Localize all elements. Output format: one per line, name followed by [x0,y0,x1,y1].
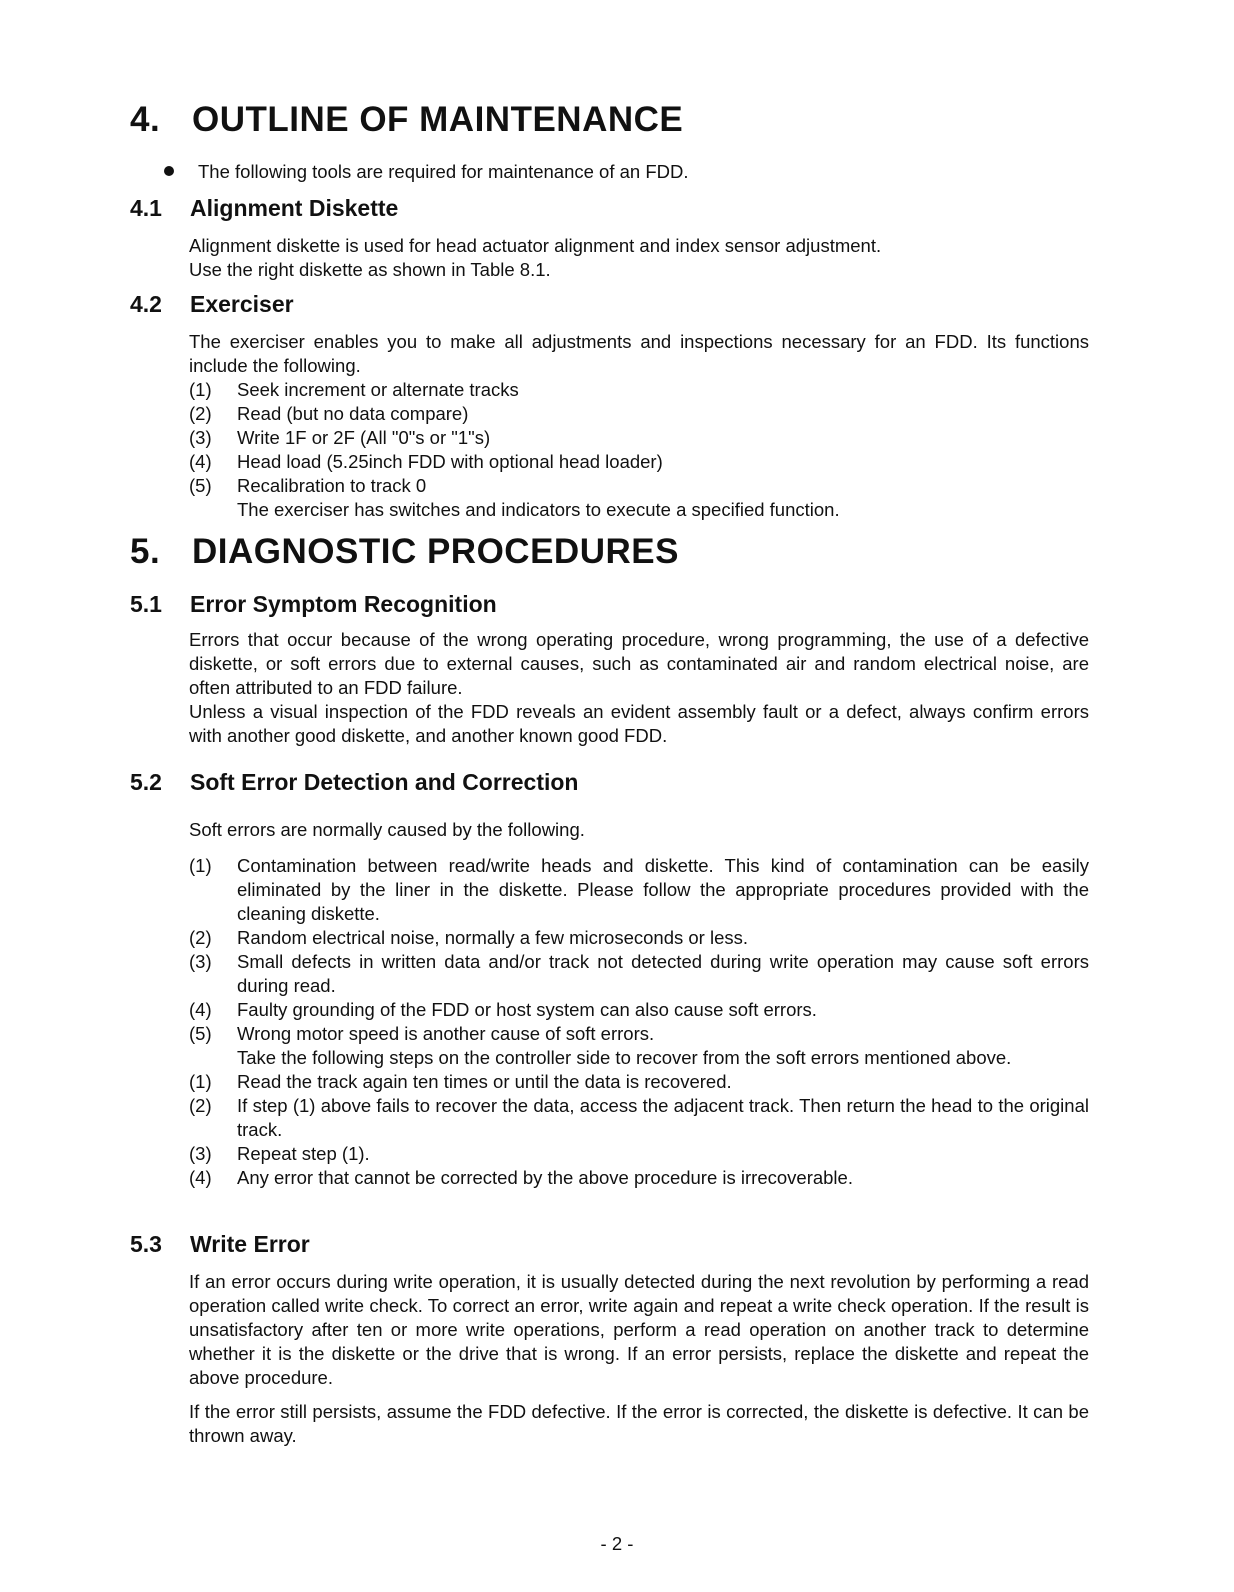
list-closing [189,498,1089,522]
list-number: (2) [189,403,212,424]
list-item [189,1142,1089,1166]
subsection-5-3-heading [130,1230,730,1258]
list-text: Any error that cannot be corrected by the above procedure is irrecoverable. [237,1167,853,1188]
list-item [189,998,1089,1022]
bullet-item [164,159,689,185]
list-number: (4) [189,1167,212,1188]
section-number: 5. [130,532,161,571]
list-item [189,474,1089,498]
list-number: (4) [189,451,212,472]
list-text: Wrong motor speed is another cause of soft errors. [237,1023,655,1044]
cause-list [189,854,1089,1190]
list-text: Seek increment or alternate tracks [237,379,519,400]
subsection-title: Alignment Diskette [190,195,399,221]
list-item [189,1022,1089,1046]
paragraph-line: Alignment diskette is used for head actuator alignment and index sensor adjustment. [189,235,882,256]
section-number: 4. [130,100,161,139]
list-item [189,1094,1089,1142]
list-item [189,1166,1089,1190]
list-text: The exerciser has switches and indicators to execute a specified function. [237,499,840,520]
subsection-title: Exerciser [190,291,294,317]
section-4-heading [130,100,1030,140]
list-number: (2) [189,1095,212,1116]
list-number: (1) [189,379,212,400]
list-item [189,926,1089,950]
paragraph: If an error occurs during write operation, it is usually detected during the next revolution by performing a read operation called write check. To correct an error, write again and repeat a write check operation. If the result is unsatisfactory after ten or more write operations, perform a read operation on another track to determine whether it is the diskette or the drive that is wrong. If an error persists, replace the diskette and repeat the above procedure. [189,1271,1089,1388]
list-text: Repeat step (1). [237,1143,370,1164]
paragraph: If the error still persists, assume the FDD defective. If the error is corrected, the diskette is defective. It can be thrown away. [189,1401,1089,1446]
list-number: (5) [189,1023,212,1044]
list-item [189,402,1089,426]
list-item [189,1070,1089,1094]
subsection-5-2-heading [130,768,730,796]
subsection-4-1-heading [130,194,730,222]
list-text: Recalibration to track 0 [237,475,427,496]
list-item [189,450,1089,474]
subsection-title: Error Symptom Recognition [190,591,497,617]
paragraph-line: Soft errors are normally caused by the following. [189,819,585,840]
subsection-number: 5.1 [130,591,162,617]
list-number: (4) [189,999,212,1020]
paragraph: Unless a visual inspection of the FDD reveals an evident assembly fault or a defect, always confirm errors with another good diskette, and another known good FDD. [189,701,1089,746]
list-item [189,426,1089,450]
list-text: Take the following steps on the controller side to recover from the soft errors mentioned above. [237,1047,1012,1068]
list-item [189,378,1089,402]
subsection-number: 4.1 [130,195,162,221]
paragraph: Errors that occur because of the wrong operating procedure, wrong programming, the use of a defective diskette, or soft errors due to external causes, such as contaminated air and random electrical noise, are often attributed to an FDD failure. [189,629,1089,698]
list-text: Read (but no data compare) [237,403,469,424]
subsection-number: 5.2 [130,769,162,795]
list-closing [189,1046,1089,1070]
list-text: Read the track again ten times or until the data is recovered. [237,1071,732,1092]
list-text: Head load (5.25inch FDD with optional head loader) [237,451,663,472]
subsection-title: Soft Error Detection and Correction [190,769,579,795]
paragraph: The exerciser enables you to make all adjustments and inspections necessary for an FDD. Its functions include the following. [189,331,1089,376]
subsection-number: 5.3 [130,1231,162,1257]
section-5-heading [130,532,1030,572]
list-number: (3) [189,427,212,448]
list-item [189,950,1089,998]
page-number: - 2 - [600,1533,634,1554]
list-item [189,854,1089,926]
section-title: DIAGNOSTIC PROCEDURES [192,532,679,571]
list-number: (2) [189,927,212,948]
list-text: Contamination between read/write heads and diskette. This kind of contamination can be easily eliminated by the liner in the diskette. Please follow the appropriate procedures provided with the cleaning diskette. [237,855,1089,924]
list-number: (1) [189,1071,212,1092]
bullet-icon [164,166,174,176]
list-text: Random electrical noise, normally a few microseconds or less. [237,927,749,948]
list-number: (3) [189,1143,212,1164]
subsection-5-1-heading [130,590,730,618]
list-text: If step (1) above fails to recover the data, access the adjacent track. Then return the head to the original track. [237,1095,1089,1140]
function-list [189,378,1089,522]
list-text: Write 1F or 2F (All "0"s or "1"s) [237,427,491,448]
subsection-number: 4.2 [130,291,162,317]
list-text: Faulty grounding of the FDD or host system can also cause soft errors. [237,999,817,1020]
bullet-text: The following tools are required for maintenance of an FDD. [198,161,689,182]
list-number: (3) [189,951,212,972]
section-title: OUTLINE OF MAINTENANCE [192,100,684,139]
subsection-title: Write Error [190,1231,310,1257]
list-number: (5) [189,475,212,496]
subsection-4-2-heading [130,290,730,318]
list-text: Small defects in written data and/or track not detected during write operation may cause soft errors during read. [237,951,1089,996]
list-number: (1) [189,855,212,876]
paragraph-line: Use the right diskette as shown in Table 8.1. [189,259,551,280]
